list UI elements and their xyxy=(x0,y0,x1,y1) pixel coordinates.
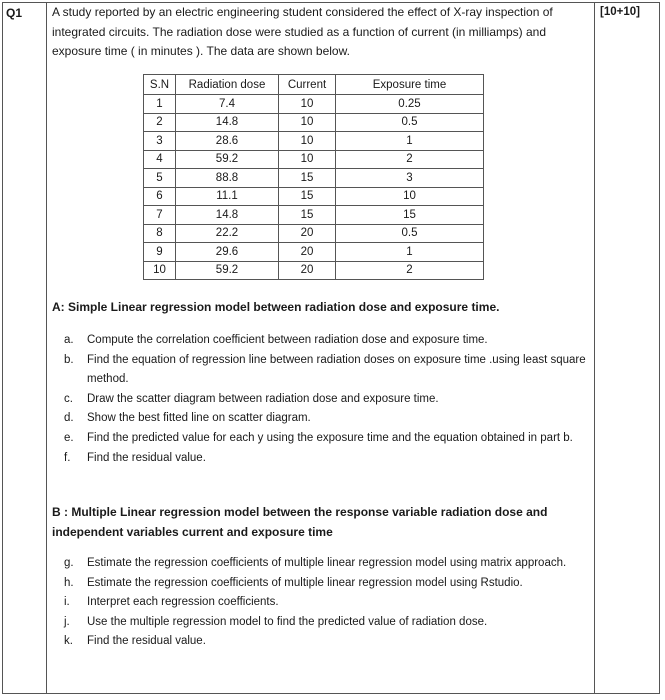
question-marks: [10+10] xyxy=(600,6,640,18)
list-item xyxy=(52,390,587,410)
cell-current: 10 xyxy=(279,113,336,132)
cell-sn: 8 xyxy=(144,224,176,243)
cell-exposure-time: 1 xyxy=(336,132,484,151)
cell-radiation-dose: 88.8 xyxy=(176,169,279,188)
cell-radiation-dose: 22.2 xyxy=(176,224,279,243)
section-b-title: B : Multiple Linear regression model between the response variable radiation dose and independent variables current and exposure time xyxy=(52,505,548,539)
table-row xyxy=(144,169,484,188)
table-row xyxy=(144,206,484,225)
cell-current: 15 xyxy=(279,187,336,206)
table-row xyxy=(144,187,484,206)
cell-current: 15 xyxy=(279,206,336,225)
cell-exposure-time: 2 xyxy=(336,150,484,169)
cell-exposure-time: 3 xyxy=(336,169,484,188)
cell-exposure-time: 0.25 xyxy=(336,95,484,114)
section-b-list xyxy=(52,554,587,652)
section-a-list xyxy=(52,331,587,468)
cell-radiation-dose: 59.2 xyxy=(176,150,279,169)
header-current: Current xyxy=(279,75,336,95)
table-row xyxy=(144,150,484,169)
cell-current: 20 xyxy=(279,243,336,262)
cell-sn: 6 xyxy=(144,187,176,206)
table-row xyxy=(144,243,484,262)
list-item xyxy=(52,574,587,594)
cell-sn: 5 xyxy=(144,169,176,188)
list-item-text: Find the residual value. xyxy=(87,635,206,648)
list-item-label: h. xyxy=(64,576,74,589)
cell-exposure-time: 10 xyxy=(336,187,484,206)
cell-sn: 3 xyxy=(144,132,176,151)
list-item-text: Interpret each regression coefficients. xyxy=(87,596,279,609)
list-item-label: d. xyxy=(64,412,74,425)
cell-radiation-dose: 59.2 xyxy=(176,261,279,280)
list-item-text: Find the predicted value for each y using the exposure time and the equation obtained in part b. xyxy=(87,431,573,444)
list-item xyxy=(52,632,587,652)
list-item-label: b. xyxy=(64,353,74,366)
list-item-label: f. xyxy=(64,451,71,464)
cell-current: 20 xyxy=(279,261,336,280)
cell-radiation-dose: 14.8 xyxy=(176,113,279,132)
cell-exposure-time: 2 xyxy=(336,261,484,280)
list-item-label: k. xyxy=(64,635,73,648)
cell-radiation-dose: 14.8 xyxy=(176,206,279,225)
header-exposure-time: Exposure time xyxy=(336,75,484,95)
list-item-text: Find the residual value. xyxy=(87,451,206,464)
cell-sn: 10 xyxy=(144,261,176,280)
table-row xyxy=(144,95,484,114)
list-item-text: Estimate the regression coefficients of multiple linear regression model using Rstudio. xyxy=(87,576,523,589)
list-item-label: e. xyxy=(64,431,74,444)
list-item xyxy=(52,429,587,449)
header-sn: S.N xyxy=(144,75,176,95)
cell-sn: 4 xyxy=(144,150,176,169)
section-a-title: A: Simple Linear regression model between radiation dose and exposure time. xyxy=(52,300,500,314)
cell-sn: 7 xyxy=(144,206,176,225)
cell-radiation-dose: 7.4 xyxy=(176,95,279,114)
data-table xyxy=(143,74,484,280)
list-item-text: Find the equation of regression line between radiation doses on exposure time .using least square method. xyxy=(87,353,586,386)
cell-current: 10 xyxy=(279,150,336,169)
question-number: Q1 xyxy=(6,6,23,20)
cell-exposure-time: 0.5 xyxy=(336,113,484,132)
table-row xyxy=(144,224,484,243)
list-item xyxy=(52,351,587,390)
cell-sn: 2 xyxy=(144,113,176,132)
table-header-row xyxy=(144,75,484,95)
column-divider-left xyxy=(46,2,47,694)
cell-exposure-time: 0.5 xyxy=(336,224,484,243)
list-item-label: g. xyxy=(64,557,74,569)
cell-sn: 9 xyxy=(144,243,176,262)
cell-radiation-dose: 11.1 xyxy=(176,187,279,206)
cell-radiation-dose: 29.6 xyxy=(176,243,279,262)
list-item-label: j. xyxy=(64,615,70,628)
cell-sn: 1 xyxy=(144,95,176,114)
list-item-label: c. xyxy=(64,392,73,405)
list-item-text: Show the best fitted line on scatter diagram. xyxy=(87,412,311,425)
list-item xyxy=(52,331,587,351)
table-row xyxy=(144,113,484,132)
list-item-label: a. xyxy=(64,334,74,346)
question-intro: A study reported by an electric engineering student considered the effect of X-ray inspection of integrated circuits. The radiation dose were studied as a function of current (in milliamps) and exposure time ( in minutes ). The data are shown below. xyxy=(52,5,553,58)
cell-current: 15 xyxy=(279,169,336,188)
list-item xyxy=(52,554,587,574)
list-item xyxy=(52,593,587,613)
list-item-text: Compute the correlation coefficient between radiation dose and exposure time. xyxy=(87,334,488,346)
cell-current: 10 xyxy=(279,132,336,151)
list-item xyxy=(52,409,587,429)
list-item xyxy=(52,613,587,633)
table-row xyxy=(144,261,484,280)
cell-exposure-time: 15 xyxy=(336,206,484,225)
list-item xyxy=(52,449,587,469)
list-item-text: Draw the scatter diagram between radiation dose and exposure time. xyxy=(87,392,439,405)
header-radiation-dose: Radiation dose xyxy=(176,75,279,95)
list-item-text: Estimate the regression coefficients of multiple linear regression model using matrix approach. xyxy=(87,557,567,569)
cell-radiation-dose: 28.6 xyxy=(176,132,279,151)
cell-exposure-time: 1 xyxy=(336,243,484,262)
table-row xyxy=(144,132,484,151)
column-divider-right xyxy=(594,2,595,694)
cell-current: 20 xyxy=(279,224,336,243)
list-item-label: i. xyxy=(64,596,70,609)
list-item-text: Use the multiple regression model to find the predicted value of radiation dose. xyxy=(87,615,488,628)
cell-current: 10 xyxy=(279,95,336,114)
